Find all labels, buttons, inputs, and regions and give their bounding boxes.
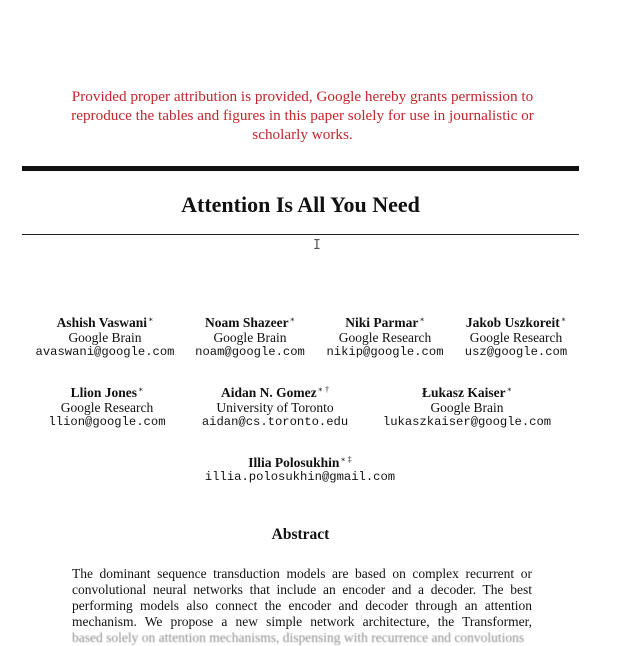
author-name: Ashish Vaswani	[56, 315, 147, 330]
paper-title: Attention Is All You Need	[181, 192, 420, 217]
author-email: illia.polosukhin@gmail.com	[204, 470, 396, 484]
author-name: Llion Jones	[70, 385, 137, 400]
author-affiliation: Google Research	[338, 330, 432, 345]
abstract-heading: Abstract	[271, 526, 330, 543]
text-cursor-icon: I	[313, 238, 321, 253]
author-block	[326, 315, 443, 360]
author-name: Niki Parmar	[345, 315, 419, 330]
author-name: Noam Shazeer	[204, 315, 289, 330]
author-block	[202, 385, 348, 430]
author-name: Jakob Uszkoreit	[465, 315, 560, 330]
author-name: Aidan N. Gomez	[220, 385, 317, 400]
abstract-line: convolutional neural networks that include an encoder and a decoder. The best	[72, 582, 532, 597]
author-name: Illia Polosukhin	[248, 455, 340, 470]
author-mark: ∗	[148, 314, 154, 324]
attribution-notice	[30, 87, 575, 144]
abstract-line: based solely on attention mechanisms, dispensing with recurrence and convolutions	[72, 630, 525, 645]
abstract-body	[72, 566, 532, 646]
author-affiliation: University of Toronto	[216, 400, 334, 415]
author-block	[48, 385, 165, 430]
title-bottom-rule	[22, 234, 579, 235]
author-email: noam@google.com	[195, 345, 305, 359]
author-mark: ∗ †	[317, 384, 330, 394]
attribution-line: Provided proper attribution is provided, Google hereby grants permission to	[71, 88, 534, 105]
abstract-line: The dominant sequence transduction models are based on complex recurrent or	[72, 566, 532, 581]
author-block	[195, 315, 305, 360]
author-block	[383, 385, 551, 430]
author-mark: ∗	[560, 314, 567, 324]
author-email: lukaszkaiser@google.com	[382, 415, 552, 429]
author-affiliation: Google Research	[469, 330, 563, 345]
attribution-line: scholarly works.	[252, 126, 353, 143]
author-affiliation: Google Brain	[430, 400, 504, 415]
author-block	[205, 455, 395, 485]
abstract-line: performing models also connect the encoder and decoder through an attention	[72, 598, 532, 613]
author-name: Łukasz Kaiser	[421, 385, 506, 400]
author-email: llion@google.com	[48, 415, 166, 429]
author-mark: ∗	[289, 314, 296, 324]
author-affiliation: Google Brain	[68, 330, 142, 345]
author-mark: ∗	[506, 384, 513, 394]
author-affiliation: Google Research	[60, 400, 154, 415]
author-email: usz@google.com	[464, 345, 568, 359]
title-top-rule	[22, 166, 579, 171]
author-email: nikip@google.com	[326, 345, 444, 359]
attribution-line: reproduce the tables and figures in this paper solely for use in journalistic or	[71, 107, 534, 124]
author-mark: ∗ ‡	[340, 454, 352, 464]
author-email: aidan@cs.toronto.edu	[201, 415, 349, 429]
author-block	[465, 315, 567, 360]
author-mark: ∗	[419, 314, 425, 324]
author-block	[36, 315, 175, 360]
author-mark: ∗	[137, 384, 144, 394]
author-affiliation: Google Brain	[213, 330, 287, 345]
author-email: avaswani@google.com	[35, 345, 175, 359]
abstract-line: mechanism. We propose a new simple network architecture, the Transformer,	[72, 614, 532, 629]
